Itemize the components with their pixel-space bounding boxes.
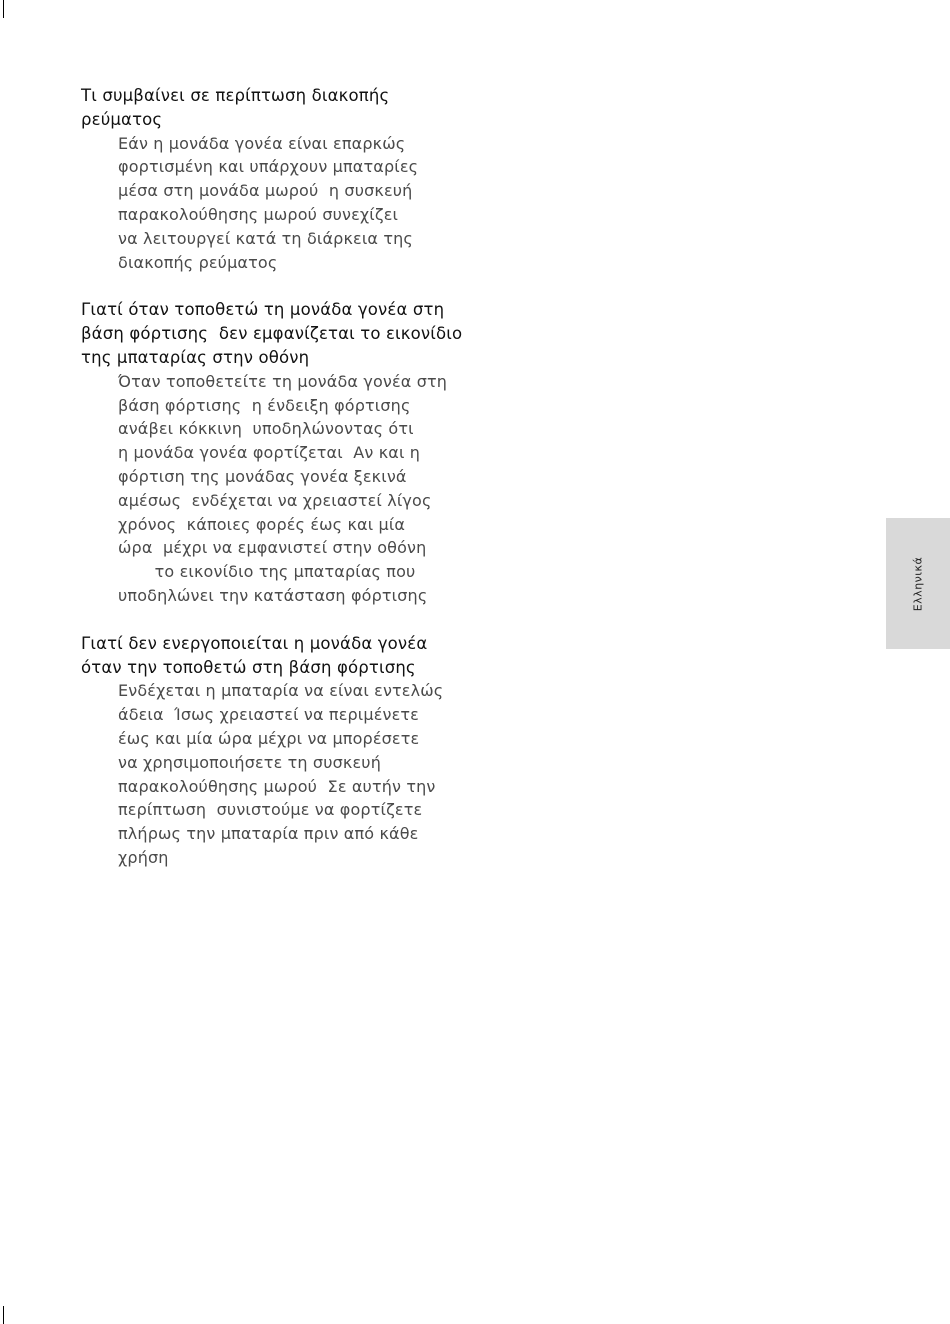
- faq-question: [81, 298, 471, 369]
- crop-mark-bottom: [3, 1306, 4, 1324]
- answer-line: αμέσως ενδέχεται να χρειαστεί λίγος: [118, 490, 432, 510]
- language-tab-label: Ελληνικά: [911, 556, 925, 611]
- answer-line: παρακολούθησης μωρού συνεχίζει: [118, 204, 399, 224]
- answer-line: βάση φόρτισης η ένδειξη φόρτισης: [118, 395, 411, 415]
- answer-line: Ενδέχεται η μπαταρία να είναι εντελώς: [118, 681, 444, 701]
- faq-item-battery-icon: [81, 298, 471, 607]
- language-tab: [886, 518, 950, 649]
- answer-line: περίπτωση συνιστούμε να φορτίζετε: [118, 800, 423, 820]
- faq-item-power-outage: [81, 84, 471, 274]
- answer-line: Όταν τοποθετείτε τη μονάδα γονέα στη: [118, 371, 448, 391]
- faq-column: [81, 84, 471, 894]
- answer-line: χρόνος κάποιες φορές έως και μία: [118, 514, 406, 534]
- answer-line: υποδηλώνει την κατάσταση φόρτισης: [118, 585, 428, 605]
- answer-line: άδεια Ίσως χρειαστεί να περιμένετε: [118, 705, 419, 725]
- answer-line: να χρησιμοποιήσετε τη συσκευή: [118, 752, 381, 772]
- faq-answer: [118, 370, 471, 608]
- faq-question: [81, 84, 471, 132]
- question-line: Τι συμβαίνει σε περίπτωση διακοπής: [81, 86, 390, 105]
- faq-question: [81, 632, 471, 680]
- answer-line: φορτισμένη και υπάρχουν μπαταρίες: [118, 157, 419, 177]
- answer-line: πλήρως την μπαταρία πριν από κάθε: [118, 824, 419, 844]
- answer-line: χρήση: [118, 847, 169, 867]
- answer-line: να λειτουργεί κατά τη διάρκεια της: [118, 228, 413, 248]
- question-line: της μπαταρίας στην οθόνη: [81, 347, 310, 367]
- answer-line: ώρα μέχρι να εμφανιστεί στην οθόνη: [118, 538, 427, 558]
- faq-answer: [118, 679, 471, 869]
- answer-line: έως και μία ώρα μέχρι να μπορέσετε: [118, 728, 420, 748]
- answer-line: η μονάδα γονέα φορτίζεται Αν και η: [118, 443, 421, 463]
- question-line: Γιατί όταν τοποθετώ τη μονάδα γονέα στη: [81, 300, 445, 320]
- faq-answer: [118, 132, 471, 275]
- answer-line: διακοπής ρεύματος: [118, 252, 278, 272]
- question-line: βάση φόρτισης δεν εμφανίζεται το εικονίδιο: [81, 324, 463, 344]
- faq-item-parent-unit-no-power: [81, 632, 471, 870]
- question-line: Γιατί δεν ενεργοποιείται η μονάδα γονέα: [81, 633, 428, 653]
- crop-mark-top: [3, 0, 4, 18]
- answer-line: φόρτιση της μονάδας γονέα ξεκινά: [118, 466, 407, 486]
- question-line: ρεύματος: [81, 109, 163, 129]
- answer-line: παρακολούθησης μωρού Σε αυτήν την: [118, 776, 436, 796]
- question-line: όταν την τοποθετώ στη βάση φόρτισης: [81, 657, 416, 677]
- answer-line: Εάν η μονάδα γονέα είναι επαρκώς: [118, 133, 406, 153]
- answer-line: το εικονίδιο της μπαταρίας που: [118, 562, 416, 582]
- answer-line: μέσα στη μονάδα μωρού η συσκευή: [118, 181, 413, 201]
- answer-line: ανάβει κόκκινη υποδηλώνοντας ότι: [118, 419, 414, 439]
